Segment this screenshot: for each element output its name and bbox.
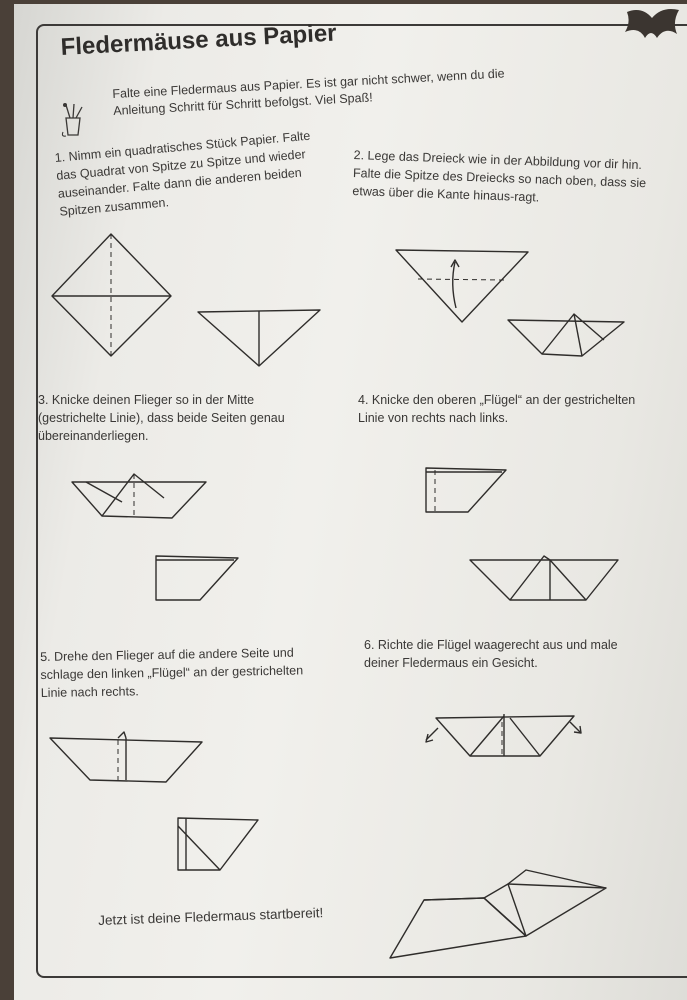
step-5-text: 5. Drehe den Flieger auf die andere Seite und schlage den linken „Flügel“ an der gestrichelten Linie nach rechts.	[40, 645, 304, 700]
step-3-text: 3. Knicke deinen Flieger so in der Mitte (gestrichelte Linie), dass beide Seiten genau übereinanderliegen.	[38, 393, 285, 443]
step-4-text: 4. Knicke den oberen „Flügel“ an der gestrichelten Linie von rechts nach links.	[358, 393, 636, 425]
step-1-text: 1. Nimm ein quadratisches Stück Papier. Falte das Quadrat von Spitze zu Spitze und wieder auseinander. Falte dann die anderen beiden Spitzen zusammen.	[54, 128, 311, 219]
final-message: Jetzt ist deine Fledermaus startbereit!	[98, 905, 324, 928]
intro-text: Falte eine Fledermaus aus Papier. Es ist gar nicht schwer, wenn du die Anleitung Schritt für Schritt befolgst. Viel Spaß!	[112, 66, 505, 118]
step-2-text: 2. Lege das Dreieck wie in der Abbildung vor dir hin. Falte die Spitze des Dreiecks so nach oben, dass sie etwas über die Kante hinaus-ragt.	[352, 147, 647, 205]
craft-tools-icon	[60, 102, 86, 138]
instruction-sheet	[14, 4, 687, 1000]
step-6-text: 6. Richte die Flügel waagerecht aus und male deiner Fledermaus ein Gesicht.	[364, 638, 618, 670]
page-title: Fledermäuse aus Papier	[60, 19, 338, 61]
bat-icon	[617, 4, 687, 44]
